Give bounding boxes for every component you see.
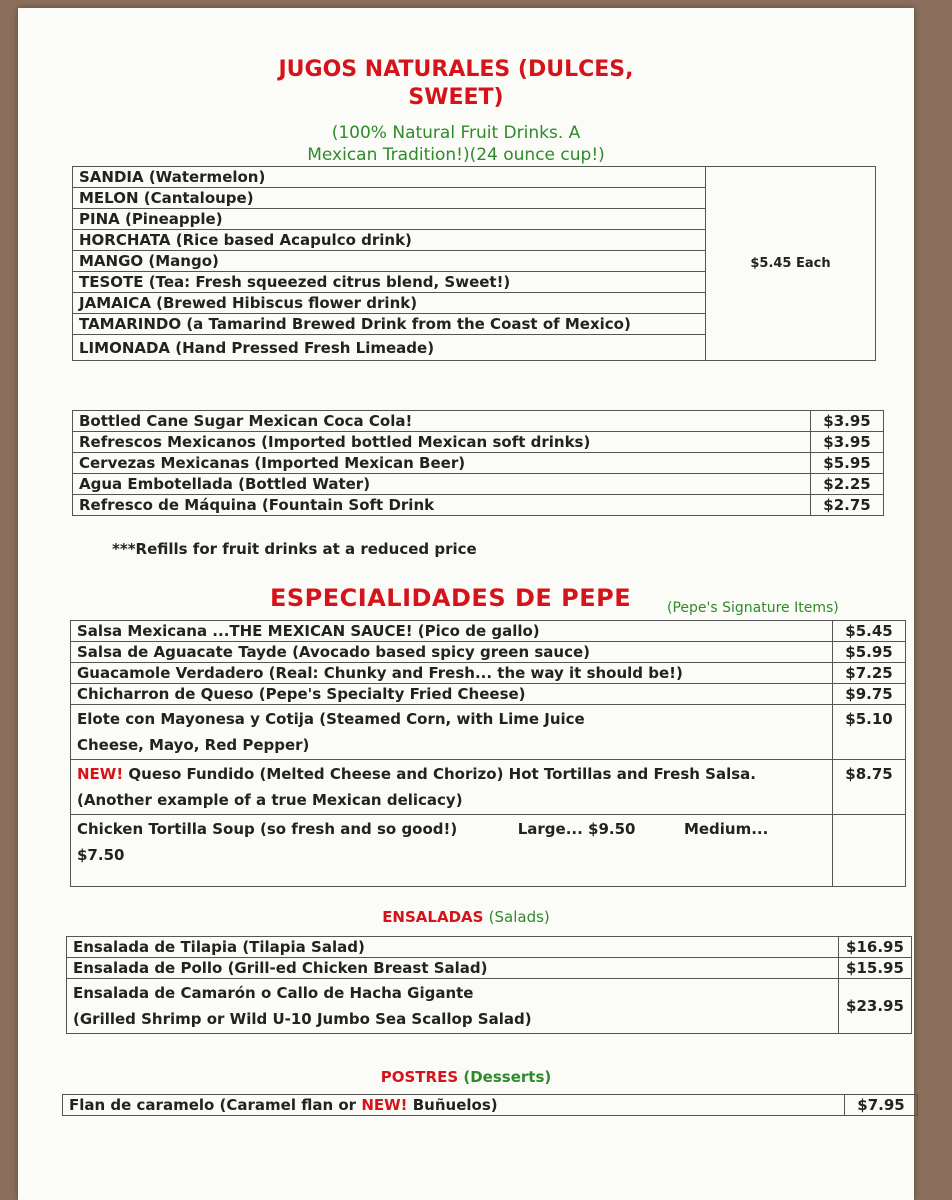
new-tag: NEW!	[361, 1096, 408, 1114]
table-row	[67, 937, 912, 958]
item-price: $3.95	[811, 411, 884, 432]
item-price: $5.95	[833, 642, 906, 663]
item-price: $7.95	[845, 1095, 918, 1116]
postres-heading: POSTRES (Desserts)	[380, 1068, 552, 1086]
table-row	[71, 621, 906, 642]
jugos-table	[72, 166, 876, 361]
menu-item: Salsa de Aguacate Tayde (Avocado based spicy green sauce)	[71, 642, 833, 663]
item-price	[833, 815, 906, 887]
menu-item: MANGO (Mango)	[73, 251, 706, 272]
table-row	[67, 958, 912, 979]
item-price: $7.25	[833, 663, 906, 684]
table-row	[67, 979, 912, 1034]
ensaladas-table	[66, 936, 912, 1034]
postres-table	[62, 1094, 918, 1116]
table-row	[71, 815, 906, 887]
menu-item: TAMARINDO (a Tamarind Brewed Drink from the Coast of Mexico)	[73, 314, 706, 335]
menu-item: HORCHATA (Rice based Acapulco drink)	[73, 230, 706, 251]
table-row	[71, 663, 906, 684]
menu-item: Ensalada de Tilapia (Tilapia Salad)	[67, 937, 839, 958]
table-row	[71, 642, 906, 663]
jugos-price: $5.45 Each	[706, 167, 876, 361]
menu-item: Salsa Mexicana ...THE MEXICAN SAUCE! (Pico de gallo)	[71, 621, 833, 642]
table-row	[73, 474, 884, 495]
item-price: $15.95	[839, 958, 912, 979]
item-price: $8.75	[833, 760, 906, 815]
menu-item: Chicken Tortilla Soup (so fresh and so good!) Large... $9.50 Medium... $7.50	[71, 815, 833, 887]
item-price: $16.95	[839, 937, 912, 958]
table-row	[63, 1095, 918, 1116]
menu-item: Bottled Cane Sugar Mexican Coca Cola!	[73, 411, 811, 432]
menu-item: Cervezas Mexicanas (Imported Mexican Beer)	[73, 453, 811, 474]
menu-item: Ensalada de Pollo (Grill-ed Chicken Breast Salad)	[67, 958, 839, 979]
bebidas-table	[72, 410, 884, 516]
jugos-title: JUGOS NATURALES (DULCES, SWEET)	[278, 57, 634, 110]
especialidades-title: ESPECIALIDADES DE PEPE	[270, 584, 632, 612]
jugos-subtitle: (100% Natural Fruit Drinks. A Mexican Tradition!)(24 ounce cup!)	[307, 123, 605, 165]
menu-item: MELON (Cantaloupe)	[73, 188, 706, 209]
table-row	[73, 432, 884, 453]
item-price: $5.45	[833, 621, 906, 642]
menu-item: Refresco de Máquina (Fountain Soft Drink	[73, 495, 811, 516]
menu-item: JAMAICA (Brewed Hibiscus flower drink)	[73, 293, 706, 314]
menu-item: Agua Embotellada (Bottled Water)	[73, 474, 811, 495]
table-row	[71, 760, 906, 815]
table-row	[71, 684, 906, 705]
menu-item: PINA (Pineapple)	[73, 209, 706, 230]
table-row	[73, 495, 884, 516]
table-row	[73, 453, 884, 474]
menu-page	[18, 8, 914, 1200]
menu-item: Ensalada de Camarón o Callo de Hacha Gigante (Grilled Shrimp or Wild U-10 Jumbo Sea Scallop Salad)	[67, 979, 839, 1034]
table-row	[71, 705, 906, 760]
item-price: $2.75	[811, 495, 884, 516]
item-price: $2.25	[811, 474, 884, 495]
table-row	[73, 167, 876, 188]
menu-item: NEW! Queso Fundido (Melted Cheese and Chorizo) Hot Tortillas and Fresh Salsa. (Another example of a true Mexican delicacy)	[71, 760, 833, 815]
item-price: $3.95	[811, 432, 884, 453]
especialidades-table	[70, 620, 906, 887]
item-price: $5.95	[811, 453, 884, 474]
menu-item: Guacamole Verdadero (Real: Chunky and Fresh... the way it should be!)	[71, 663, 833, 684]
refills-note: ***Refills for fruit drinks at a reduced price	[112, 540, 477, 558]
item-price: $9.75	[833, 684, 906, 705]
menu-item: TESOTE (Tea: Fresh squeezed citrus blend, Sweet!)	[73, 272, 706, 293]
menu-item: LIMONADA (Hand Pressed Fresh Limeade)	[73, 335, 706, 361]
menu-item: Chicharron de Queso (Pepe's Specialty Fried Cheese)	[71, 684, 833, 705]
ensaladas-heading: ENSALADAS (Salads)	[382, 908, 550, 926]
item-price: $23.95	[839, 979, 912, 1034]
menu-item: Elote con Mayonesa y Cotija (Steamed Corn, with Lime Juice Cheese, Mayo, Red Pepper)	[71, 705, 833, 760]
menu-item: Refrescos Mexicanos (Imported bottled Mexican soft drinks)	[73, 432, 811, 453]
item-price: $5.10	[833, 705, 906, 760]
new-tag: NEW!	[77, 765, 124, 783]
table-row	[73, 411, 884, 432]
menu-item: Flan de caramelo (Caramel flan or NEW! Buñuelos)	[63, 1095, 845, 1116]
menu-item: SANDIA (Watermelon)	[73, 167, 706, 188]
especialidades-subtitle: (Pepe's Signature Items)	[667, 600, 839, 616]
